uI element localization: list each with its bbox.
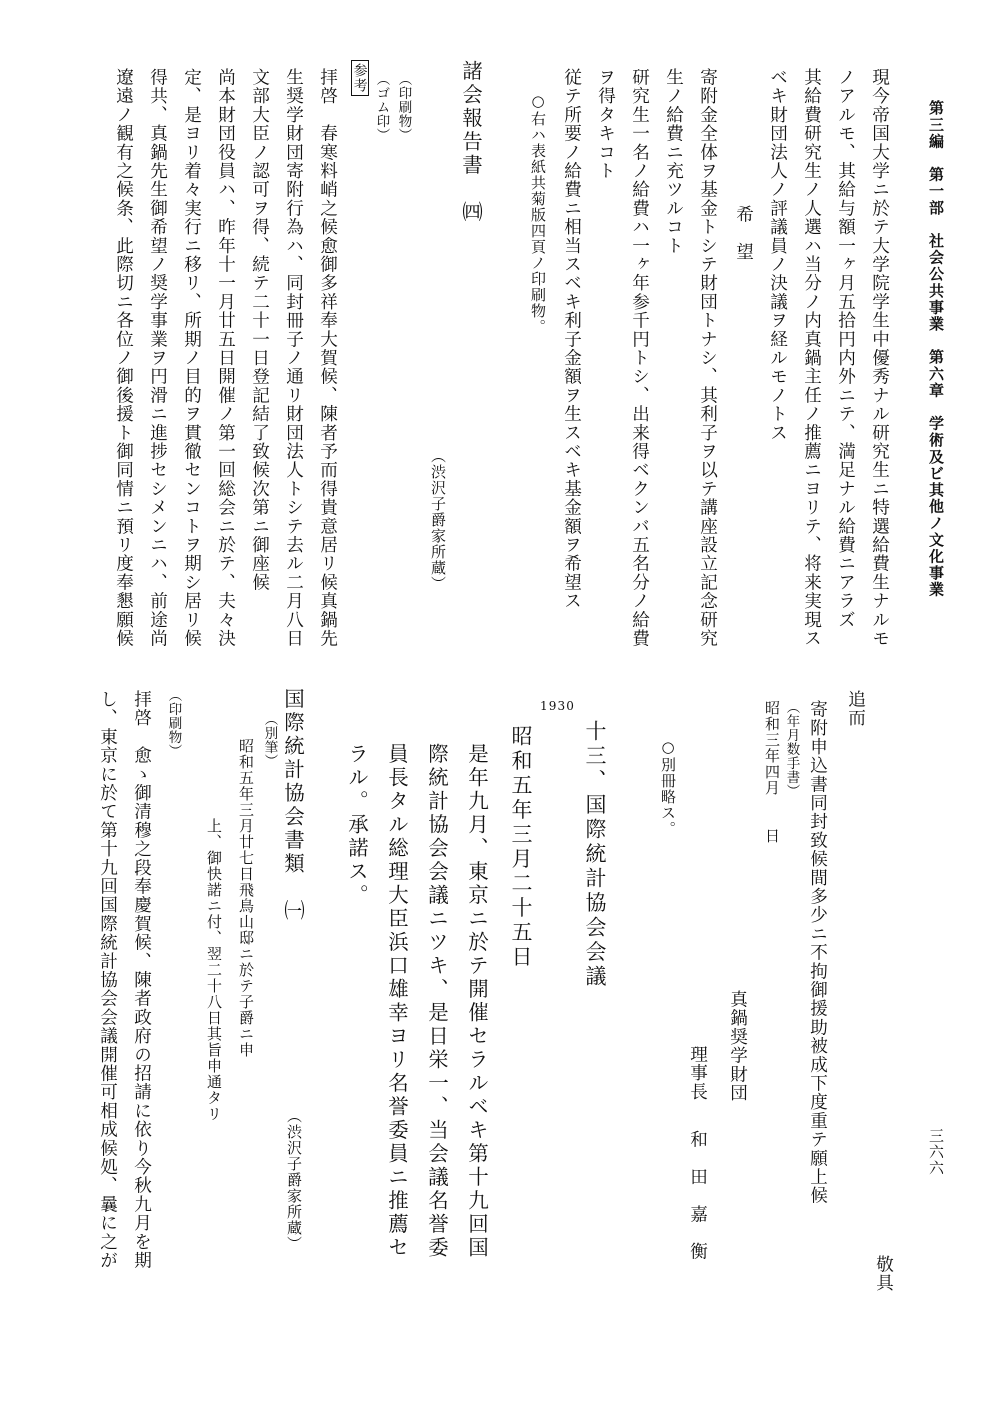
memo-line-1: 昭和五年三月廿七日飛鳥山邸ニ於テ子爵ニ申 [237,738,255,1058]
bessatsu-note: ○別冊略ス。 [659,738,677,837]
foundation-name: 真鍋奨学財団 [727,990,748,1103]
upper-line-1: 現今帝国大学ニ於テ大学院学生中優秀ナル研究生ニ特選給費生ナルモ [869,68,890,648]
section-date: 昭和五年三月二十五日 [509,725,533,970]
betsu-hitsu-note: （別筆） [261,712,278,768]
gomu-in-note: （ゴム印） [373,72,390,142]
upper-line-3: 其給費研究生ノ人選ハ当分ノ内真鍋主任ノ推薦ニヨリテ、将来実現ス [801,68,822,648]
insatsubutsu-note: （印刷物） [395,72,412,142]
letter-line-3: 文部大臣ノ認可ヲ得、続テ二十一日登記結了致候次第ニ御座候 [249,68,270,592]
section-heading: 十三、国際統計協会会議 [583,720,607,990]
lower-letter-line-2: し、東京に於て第十九回国際統計協会会議開催可相成候処、曩に之が [97,690,118,1270]
letter-line-5: 定、是ヨリ着々実行ニ移リ、所期ノ目的ヲ貫徹センコトヲ期シ居リ候 [181,68,202,648]
year-note [540,700,575,712]
letter-line-1: 拝啓 春寒料峭之候愈御多祥奉大賀候、陳者予而得貴意居リ候真鍋先 [317,68,338,648]
upper-line-8: 研究生一名ノ給費ハ一ヶ年参千円トシ、出来得ベクンバ五名分ノ給費 [629,68,650,648]
running-header: 第三編 第一部 社会公共事業 第六章 学術及ビ其他ノ文化事業 [927,100,945,598]
docs-title: 国際統計協会書類 ㈠ [280,688,305,923]
letter-date: 昭和三年四月 日 [763,700,781,844]
upper-line-6: 寄附金全体ヲ基金トシテ財団トナシ、其利子ヲ以テ講座設立記念研究 [697,68,718,648]
section-line-4: ラル。承諾ス。 [344,743,369,908]
chairman-title: 理事長 [687,1045,708,1102]
letter-line-7: 遼遠ノ観有之候条、此際切ニ各位ノ御後援ト御同情ニ預リ度奉懇願候 [113,68,134,648]
date-note: （年月数手書） [783,700,800,798]
tsuishi: 追而 [845,690,866,728]
shibusawa-source: （渋沢子爵家所蔵） [429,448,447,592]
upper-line-2: ノアルモ、其給与額一ヶ月五拾円内外ニテ、満足ナル給費ニアラズ [835,68,856,629]
section-line-1: 是年九月、東京ニ於テ開催セラルベキ第十九回国 [464,743,489,1260]
tsuishi-text: 寄附申込書同封致候間多少ニ不拘御援助被成下度重テ願上候 [807,700,828,1205]
shokai-title: 諸会報告書 ㈣ [458,60,483,225]
letter-line-4: 尚本財団役員ハ、昨年十一月廿五日開催ノ第一回総会ニ於テ、夫々決 [215,68,236,648]
upper-line-10: 従テ所要ノ給費ニ相当スベキ利子金額ヲ生スベキ基金額ヲ希望ス [561,68,582,611]
kibou-heading: 希 望 [733,205,754,262]
section-line-2: 際統計協会会議ニツキ、是日栄一、当会議名誉委 [424,743,449,1260]
memo-line-2: 上、御快諾ニ付、翌二十八日其旨申通タリ [205,818,223,1122]
sankou-label: 参考 [351,60,369,96]
sankou-badge [350,60,369,96]
print-note-lower: （印刷物） [165,688,182,758]
section-line-3: 員長タル総理大臣浜口雄幸ヨリ名誉委員ニ推薦セ [384,743,409,1260]
letter-line-6: 得共、真鍋先生御希望ノ奨学事業ヲ円滑ニ進捗セシメンニハ、前途尚 [147,68,168,648]
upper-line-4: ベキ財団法人ノ評議員ノ決議ヲ経ルモノトス [767,68,788,442]
lower-letter-line-1: 拝啓 愈ゝ御清穆之段奉慶賀候、陳者政府の招請に依り今秋九月を期 [131,690,152,1270]
upper-line-7: 生ノ給費ニ充ツルコト [663,68,684,255]
page-number: 三六六 [927,1128,945,1176]
chairman-name: 和 田 嘉 衡 [687,1130,708,1261]
print-note: ○右ハ表紙共菊版四頁ノ印刷物。 [529,92,547,335]
letter-line-2: 生奨学財団寄附行為ハ、同封冊子ノ通リ財団法人トシテ去ル二月八日 [283,68,304,648]
keigu: 敬具 [873,1255,894,1293]
upper-line-9: ヲ得タキコト [595,68,616,181]
year-note-text: 1930 [540,699,575,713]
docs-source: （渋沢子爵家所蔵） [285,1108,303,1252]
